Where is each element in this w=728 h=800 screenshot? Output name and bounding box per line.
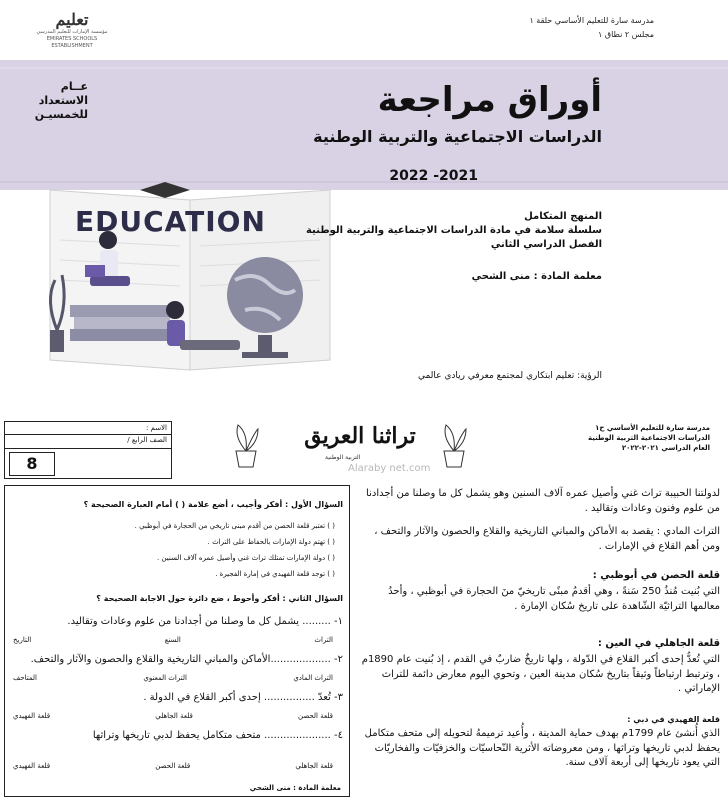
option[interactable]: قلعة الجاهلي: [295, 762, 333, 770]
score-box: 8: [9, 452, 55, 476]
curriculum-info: [306, 210, 602, 284]
q2-item-2: ٢- ...................الأماكن والمباني التاريخية والقلاع والحصون والآثار والتحف.: [30, 654, 343, 665]
option[interactable]: قلعة الفهيدي: [13, 712, 51, 720]
sheet-school-header: [588, 423, 710, 453]
jahili-heading: قلعة الجاهلي في العين :: [597, 638, 720, 649]
q2-options-4: [13, 762, 333, 770]
jahili-text: التي تُعدُّ إحدى أكبر القلاع في الدّولة ، ولها تاريخٌ ضاربٌ في القدم ، إذ بُنيت عام 1890م ، وترتبط ارتباطاً وثيقاً بتاريخ سُكان مدينة العين ، وتحوي اليوم معارض دائمة للتراث الإماراتي .: [361, 654, 720, 694]
question-2-header: السؤال الثاني : أفكر وأحوط ، ضع دائرة حول الاجابة الصحيحة ؟: [96, 594, 343, 603]
vision-statement: الرؤية: تعليم ابتكاري لمجتمع معرفي ريادي عالمي: [417, 371, 602, 381]
reading-passage: [356, 485, 724, 797]
name-label: الاسم :: [145, 424, 167, 432]
option[interactable]: قلعة الحصن: [155, 762, 191, 770]
info-line-1: المنهج المتكامل: [524, 211, 602, 222]
slogan-word-1: عــام: [60, 80, 88, 93]
q2-options-1: [13, 636, 333, 644]
page-subtitle: الدراسات الاجتماعية والتربية الوطنية: [313, 127, 602, 146]
logo-sub-english: EMIRATES SCHOOLS ESTABLISHMENT: [46, 36, 98, 49]
plant-icon: [228, 419, 264, 469]
watermark: Alaraby net.com: [348, 463, 431, 474]
sheet-school-line-3: العام الدراسي ٢٠٢١-٢٠٢٢: [621, 444, 710, 452]
option[interactable]: السنع: [164, 636, 181, 644]
ministry-logo: [36, 10, 108, 50]
question-1-header: السؤال الأول : أفكر وأجيب ، أضع علامة ( ) أمام العبارة الصحيحة ؟: [83, 500, 343, 509]
cover-page: [0, 0, 728, 395]
fahidi-text: الذي أُنشئ عام 1799م بهدف حماية المدينة ، وأُعيد ترميمهُ لتحويله إلى متحف متكامل يحفظ لدبي تاريخها وتراثها ، ومن معروضاته الأثرية النّحاسيّات والخزفيّات والفخاريّات التي يعود تاريخها إلى أربعة آلاف سنة.: [364, 728, 720, 768]
logo-mark: تعليم: [55, 10, 89, 29]
teacher-footer: معلمة المادة : منى الشحي: [249, 784, 341, 792]
info-line-2: سلسلة سلامة في مادة الدراسات الاجتماعية والتربية الوطنية: [305, 225, 602, 236]
info-line-3: الفصل الدراسي الثاني: [490, 239, 602, 250]
worksheet-title: تراثنا العريق: [304, 423, 416, 449]
academic-year: 2022 -2021: [389, 168, 478, 184]
passage-material-heritage: التراث المادي : يقصد به الأماكن والمباني التاريخية والقلاع والحصون والآثار والتحف ، ومن أهم القلاع في الإمارات .: [374, 526, 720, 552]
q1-item-1: ( ) تعتبر قلعة الحصن من أقدم مبنى تاريخي من الحجارة في أبوظبي .: [134, 522, 335, 530]
worksheet-page: [0, 405, 728, 800]
option[interactable]: قلعة الحصن: [297, 712, 333, 720]
option[interactable]: التراث المعنوي: [143, 674, 187, 682]
divider: [5, 434, 171, 435]
option[interactable]: قلعة الجاهلي: [155, 712, 193, 720]
option[interactable]: قلعة الفهيدي: [13, 762, 51, 770]
q1-item-2: ( ) تهتم دولة الإمارات بالحفاظ على التراث .: [207, 538, 335, 546]
q2-options-2: [13, 674, 333, 682]
questions-panel: [4, 485, 350, 797]
education-word: EDUCATION: [75, 205, 266, 238]
slogan-word-2: الاستعداد: [38, 94, 88, 107]
option[interactable]: التاريخ: [13, 636, 32, 644]
sheet-school-line-1: مدرسة سارة للتعليم الأساسي ح١: [595, 424, 710, 432]
school-header: [529, 14, 654, 42]
logo-sub-arabic: مؤسسة الإمارات للتعليم المدرسي: [36, 29, 108, 35]
q2-item-4: ٤- ..................... متحف متكامل يحفظ لدبي تاريخها وتراثها: [92, 730, 343, 741]
slogan-word-3: للخمسيـن: [34, 108, 88, 121]
school-line-2: مجلس ٢ نطاق ١: [598, 30, 654, 39]
passage-intro: لدولتنا الحبيبة تراث غني وأصيل عمره آلاف السنين وهو يشمل كل ما وصلنا من أجدادنا من علوم وفنون وعادات وتقاليد .: [366, 488, 720, 514]
fifty-year-slogan: [34, 80, 88, 122]
teacher-name: معلمة المادة : منى الشحي: [471, 271, 602, 282]
q2-item-3: ٣- تُعدّ ................ إحدى أكبر القلاع في الدولة .: [143, 692, 343, 703]
q1-item-4: ( ) توجد قلعة الفهيدي في إمارة الفجيرة .: [215, 570, 335, 578]
option[interactable]: المتاحف: [13, 674, 37, 682]
subject-tag: التربية الوطنية: [325, 454, 361, 461]
school-line-1: مدرسة سارة للتعليم الأساسي حلقة ١: [529, 16, 654, 25]
q2-item-1: ١- ......... يشمل كل ما وصلنا من أجدادنا من علوم وعادات وتقاليد.: [67, 616, 343, 627]
sheet-school-line-2: الدراسات الاجتماعية التربية الوطنية: [587, 434, 710, 442]
page-title: أوراق مراجعة: [377, 80, 602, 120]
q2-options-3: [13, 712, 333, 720]
student-info-box: [4, 421, 172, 479]
fahidi-heading: قلعة الفهيدي في دبي :: [627, 715, 720, 724]
hosn-text: التي بُنيت مُنذُ 250 سَنةً ، وهي أقدمُ مبنًى تاريخيّ منَ الحجارة في أبوظبي ، وأحدُ معالمها التراثيّة الشّاهدة على تاريخ سُكان الإمارة .: [388, 586, 720, 612]
grade-label: الصف الرابع /: [127, 436, 167, 444]
option[interactable]: التراث المادي: [293, 674, 333, 682]
hosn-heading: قلعة الحصن في أبوظبي :: [592, 570, 720, 581]
divider: [5, 448, 171, 449]
q1-item-3: ( ) دولة الإمارات تمتلك تراث غني وأصيل عمره آلاف السنين .: [156, 554, 335, 562]
band-decoration: [0, 60, 728, 190]
plant-icon: [436, 419, 472, 469]
option[interactable]: التراث: [314, 636, 333, 644]
